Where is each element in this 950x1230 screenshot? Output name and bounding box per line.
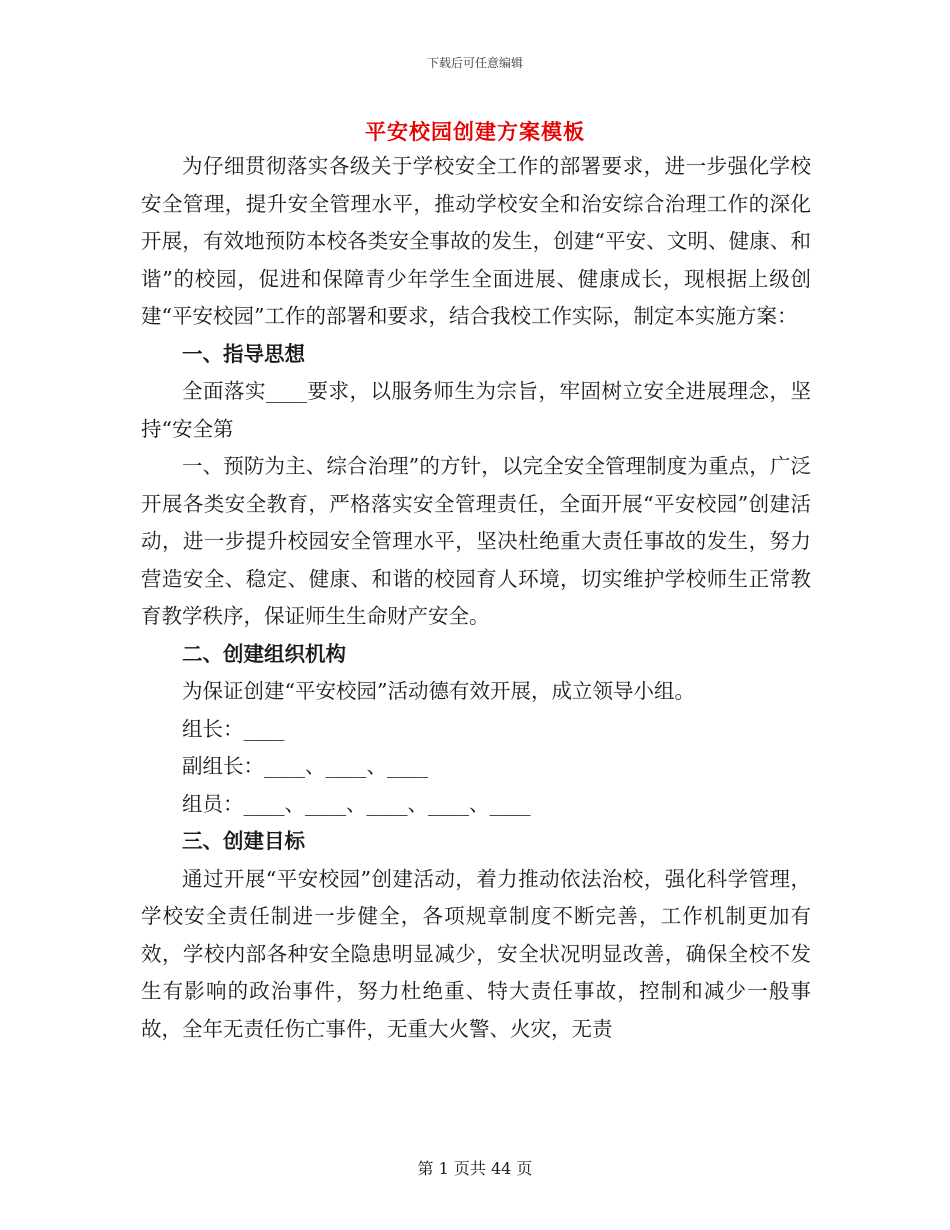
guiding-ideology-paragraph-2: 一、预防为主、综合治理”的方针，以完全安全管理制度为重点，广泛开展各类安全教育，严格落实安全管理责任，全面开展“平安校园”创建活动，进一步提升校园安全管理水平，坚决杜绝重大责任事故的发生，努力营造安全、稳定、健康、和谐的校园育人环境，切实维护学校师生正常教育教学秩序，保证师生生命财产安全。 bbox=[141, 454, 811, 628]
organization-paragraph: 为保证创建“平安校园”活动德有效开展，成立领导小组。 bbox=[182, 679, 695, 703]
page-header-note: 下载后可任意编辑 bbox=[426, 56, 523, 70]
document-title: 平安校园创建方案模板 bbox=[365, 119, 585, 144]
guiding-ideology-paragraph-1: 全面落实____要求，以服务师生为宗旨，牢固树立安全进展理念，坚持“安全第 bbox=[141, 379, 811, 441]
document-body bbox=[141, 148, 811, 1048]
intro-paragraph: 为仔细贯彻落实各级关于学校安全工作的部署要求，进一步强化学校安全管理，提升安全管理水平，推动学校安全和治安综合治理工作的深化开展，有效地预防本校各类安全事故的发生，创建“平安、文明、健康、和谐”的校园，促进和保障青少年学生全面进展、健康成长，现根据上级创建“平安校园”工作的部署和要求，结合我校工作实际，制定本实施方案： bbox=[141, 154, 811, 328]
section-heading-guiding-ideology: 一、指导思想 bbox=[182, 341, 305, 366]
leader-line: 组长：____ bbox=[182, 716, 285, 741]
goals-paragraph: 通过开展“平安校园”创建活动，着力推动依法治校，强化科学管理，学校安全责任制进一步健全，各项规章制度不断完善，工作机制更加有效，学校内部各种安全隐患明显减少，安全状况明显改善，确保全校不发生有影响的政治事件，努力杜绝重、特大责任事故，控制和减少一般事故，全年无责任伤亡事件，无重大火警、火灾，无责 bbox=[141, 866, 811, 1041]
section-heading-organization: 二、创建组织机构 bbox=[182, 641, 346, 666]
page-number: 第 1 页共 44 页 bbox=[417, 1159, 533, 1178]
members-line: 组员：____、____、____、____、____ bbox=[182, 791, 531, 816]
vice-leader-line: 副组长：____、____、____ bbox=[182, 754, 428, 778]
section-heading-goals: 三、创建目标 bbox=[182, 829, 305, 853]
